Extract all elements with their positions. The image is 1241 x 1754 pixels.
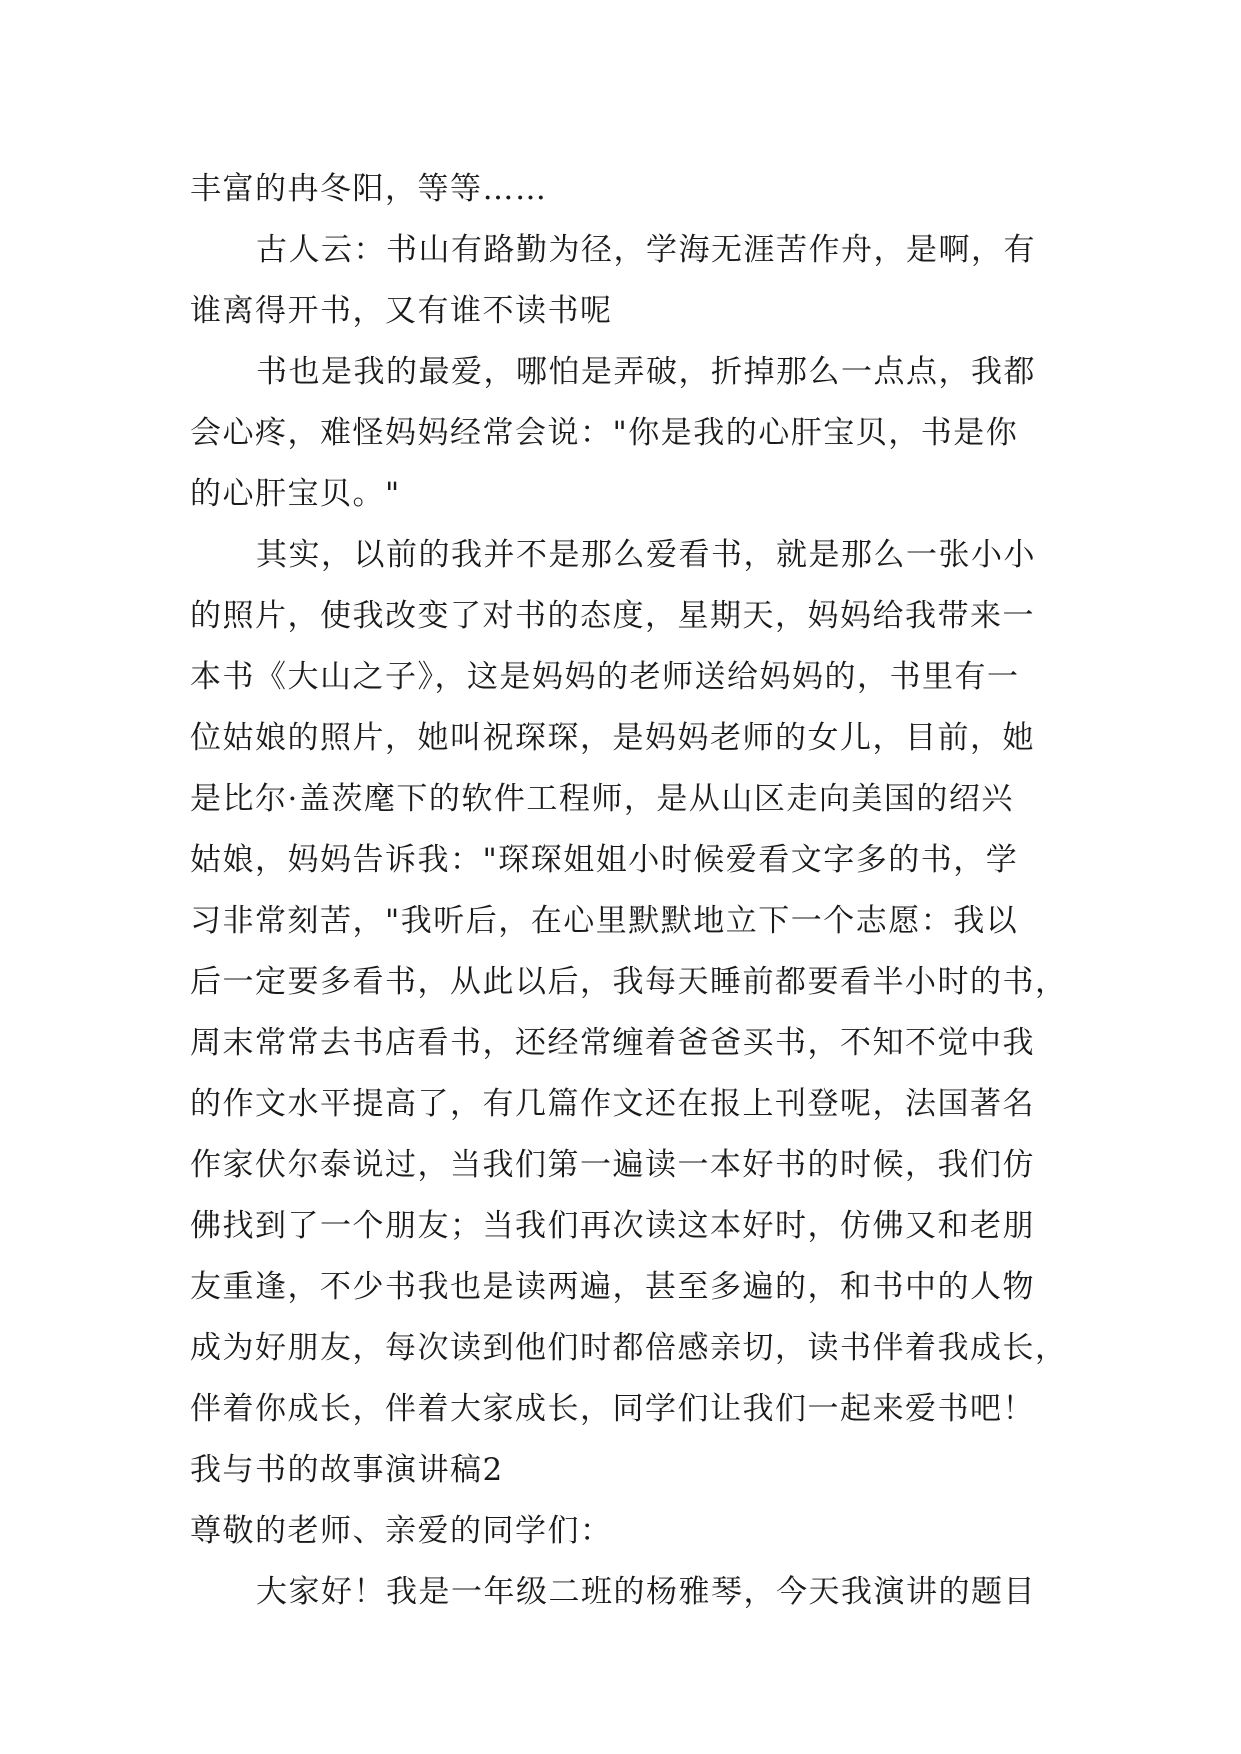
text-line: 周末常常去书店看书，还经常缠着爸爸买书，不知不觉中我 xyxy=(190,1025,1035,1061)
text-line: 伴着你成长，伴着大家成长，同学们让我们一起来爱书吧！ xyxy=(190,1391,1035,1427)
text-line: 佛找到了一个朋友；当我们再次读这本好时，仿佛又和老朋 xyxy=(190,1208,1035,1244)
text-line: 是比尔·盖茨麾下的软件工程师，是从山区走向美国的绍兴 xyxy=(190,781,1014,817)
paragraph-start-line: 大家好！我是一年级二班的杨雅琴，今天我演讲的题目 xyxy=(256,1574,1036,1610)
text-line: 的照片，使我改变了对书的态度，星期天，妈妈给我带来一 xyxy=(190,598,1035,634)
paragraph-start-line: 书也是我的最爱，哪怕是弄破，折掉那么一点点，我都 xyxy=(256,354,1036,390)
paragraph-start-line: 古人云：书山有路勤为径，学海无涯苦作舟，是啊，有 xyxy=(256,232,1036,268)
text-line: 友重逢，不少书我也是读两遍，甚至多遍的，和书中的人物 xyxy=(190,1269,1035,1305)
text-line: 丰富的冉冬阳，等等…… xyxy=(190,171,548,207)
text-line: 姑娘，妈妈告诉我："琛琛姐姐小时候爱看文字多的书，学 xyxy=(190,842,1019,878)
text-line: 后一定要多看书，从此以后，我每天睡前都要看半小时的书， xyxy=(190,964,1068,1000)
text-line: 作家伏尔泰说过，当我们第一遍读一本好书的时候，我们仿 xyxy=(190,1147,1035,1183)
document-body xyxy=(190,159,1070,1623)
section-heading: 我与书的故事演讲稿2 xyxy=(190,1452,504,1488)
text-line: 的作文水平提高了，有几篇作文还在报上刊登呢，法国著名 xyxy=(190,1086,1035,1122)
paragraph-start-line: 其实，以前的我并不是那么爱看书，就是那么一张小小 xyxy=(256,537,1036,573)
text-line: 位姑娘的照片，她叫祝琛琛，是妈妈老师的女儿，目前，她 xyxy=(190,720,1035,756)
text-line: 习非常刻苦，"我听后，在心里默默地立下一个志愿：我以 xyxy=(190,903,1019,939)
text-line: 谁离得开书，又有谁不读书呢 xyxy=(190,293,613,329)
text-line: 的心肝宝贝。" xyxy=(190,476,401,512)
text-line: 会心疼，难怪妈妈经常会说："你是我的心肝宝贝，书是你 xyxy=(190,415,1019,451)
text-line: 本书《大山之子》，这是妈妈的老师送给妈妈的，书里有一 xyxy=(190,659,1020,695)
text-line: 成为好朋友，每次读到他们时都倍感亲切，读书伴着我成长， xyxy=(190,1330,1068,1366)
salutation-line: 尊敬的老师、亲爱的同学们： xyxy=(190,1513,613,1549)
